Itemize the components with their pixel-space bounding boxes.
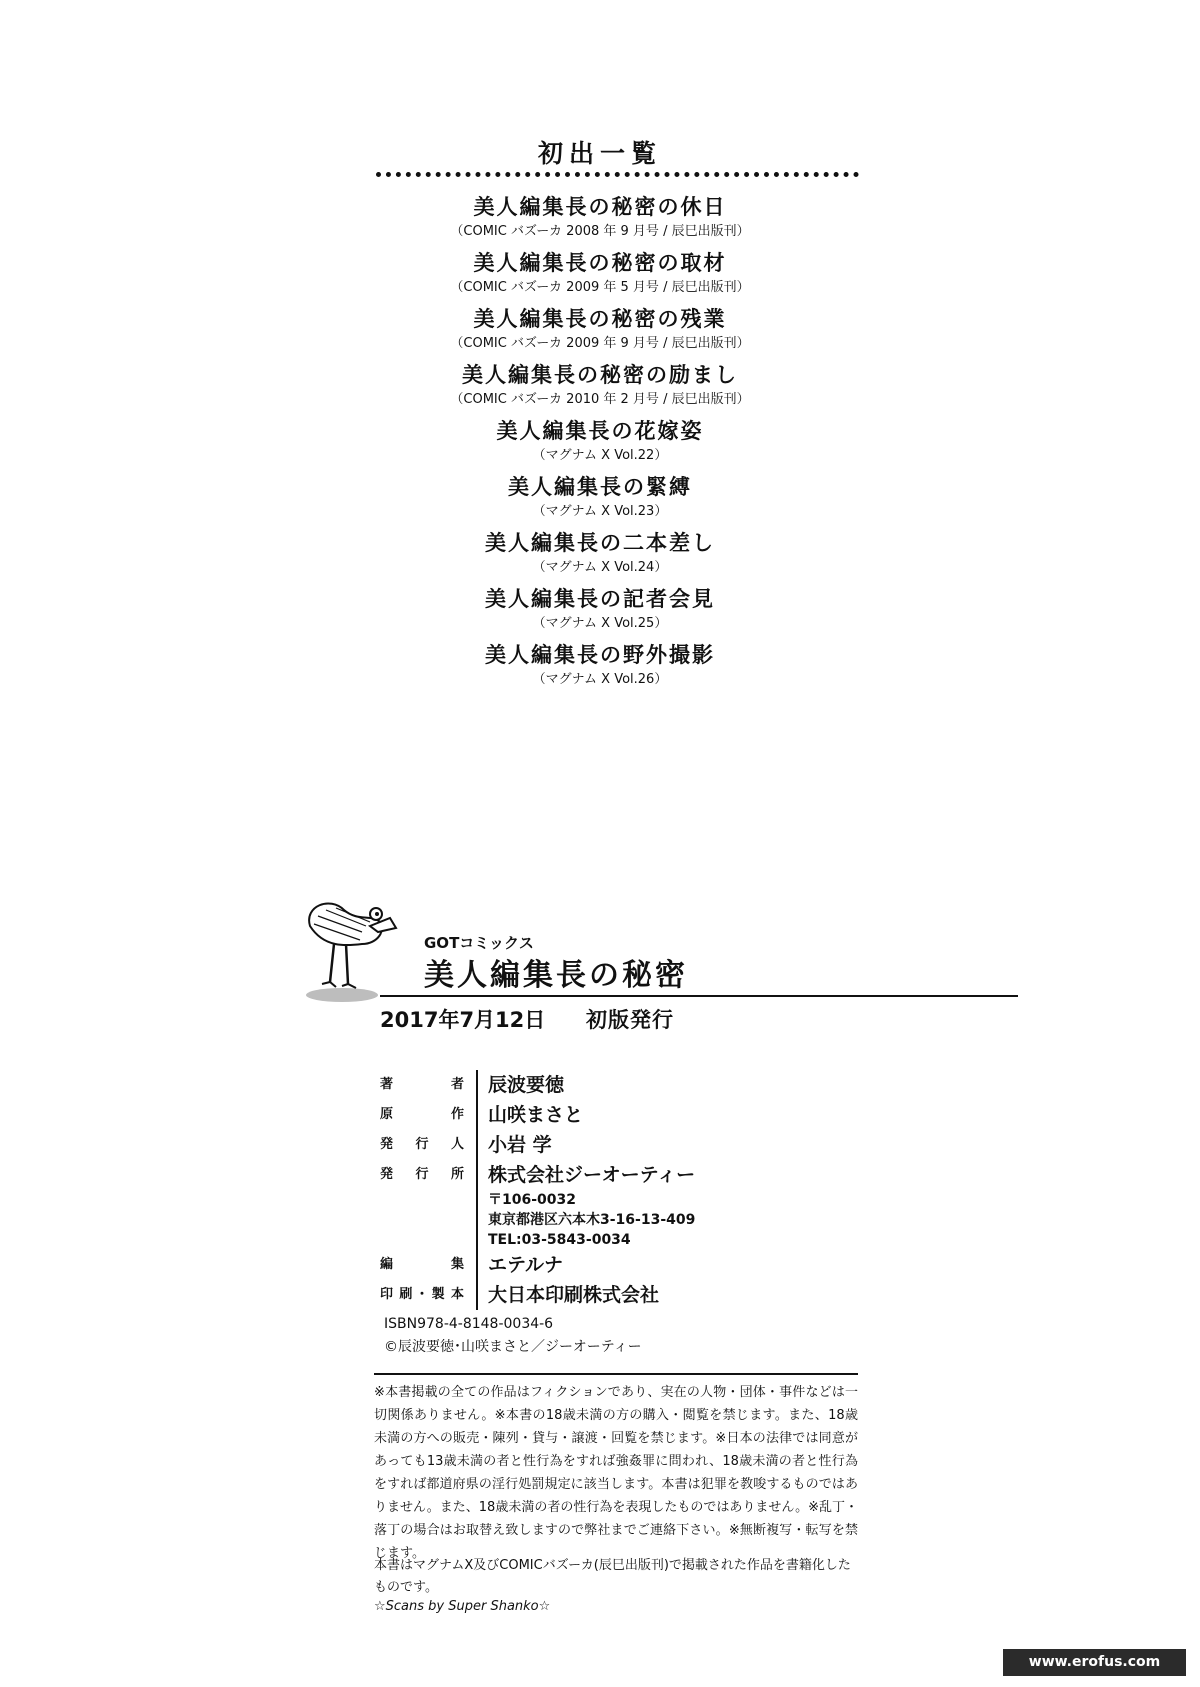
postal-code: 〒106-0032 <box>488 1192 576 1208</box>
toc-entry <box>0 361 1200 417</box>
story-source: （COMIC バズーカ 2008 年 9 月号 / 辰巳出版刊） <box>450 224 750 239</box>
story-title: 美人編集長の秘密の残業 <box>473 307 727 331</box>
title-rule <box>380 995 1018 997</box>
dotted-divider <box>376 172 859 177</box>
story-title: 美人編集長の緊縛 <box>508 475 692 499</box>
credit-value: 小岩 学 <box>488 1134 552 1156</box>
story-source: （COMIC バズーカ 2009 年 5 月号 / 辰巳出版刊） <box>450 280 750 295</box>
story-title: 美人編集長の秘密の休日 <box>473 195 727 219</box>
story-title: 美人編集長の記者会見 <box>485 587 715 611</box>
credit-role-spacer <box>380 1210 478 1230</box>
telephone: TEL:03-5843-0034 <box>488 1232 631 1248</box>
credit-row <box>380 1070 695 1100</box>
toc-entry <box>0 305 1200 361</box>
credit-value: 辰波要徳 <box>488 1074 565 1096</box>
story-title: 美人編集長の二本差し <box>485 531 715 555</box>
credit-row <box>380 1130 695 1160</box>
toc-entry <box>0 641 1200 697</box>
toc-entry <box>0 585 1200 641</box>
credit-row <box>380 1210 695 1230</box>
story-title: 美人編集長の秘密の取材 <box>473 251 727 275</box>
credit-value: 株式会社ジーオーティー <box>488 1164 696 1186</box>
credit-role: 発行人 <box>380 1130 478 1160</box>
scans-credit: ☆Scans by Super Shanko☆ <box>374 1599 551 1614</box>
credit-role: 発行所 <box>380 1160 478 1190</box>
credit-row <box>380 1190 695 1210</box>
story-title: 美人編集長の野外撮影 <box>485 643 715 667</box>
publication-note: 本書はマグナムX及びCOMICバズーカ(辰巳出版刊)で掲載された作品を書籍化したものです。 <box>374 1558 851 1595</box>
story-title: 美人編集長の花嫁姿 <box>496 419 704 443</box>
credit-role: 印刷･製本 <box>380 1280 478 1310</box>
story-source: （マグナム X Vol.22） <box>532 448 668 463</box>
story-source: （COMIC バズーカ 2009 年 9 月号 / 辰巳出版刊） <box>450 336 750 351</box>
toc-entry <box>0 529 1200 585</box>
story-title: 美人編集長の秘密の励まし <box>462 363 738 387</box>
credit-row <box>380 1100 695 1130</box>
credit-role: 編 集 <box>380 1250 478 1280</box>
story-source: （マグナム X Vol.24） <box>532 560 668 575</box>
toc-entry <box>0 473 1200 529</box>
bird-mascot-icon <box>300 892 400 1004</box>
story-source: （マグナム X Vol.25） <box>532 616 668 631</box>
watermark: www.erofus.com <box>1003 1649 1186 1676</box>
credit-row <box>380 1230 695 1250</box>
story-source: （マグナム X Vol.23） <box>532 504 668 519</box>
credit-role-spacer <box>380 1190 478 1210</box>
imprint-label: GOTコミックス <box>424 934 534 952</box>
credit-row <box>380 1160 695 1190</box>
toc-title: 初出一覧 <box>537 139 662 168</box>
credit-value: 山咲まさと <box>488 1104 584 1126</box>
credit-value: 大日本印刷株式会社 <box>488 1284 660 1306</box>
edition-label: 初版発行 <box>586 1008 674 1032</box>
credits-table <box>380 1070 695 1310</box>
legal-notice: ※本書掲載の全ての作品はフィクションであり、実在の人物・団体・事件などは一切関係ありません。※本書の18歳未満の方の購入・閲覧を禁じます。また、18歳未満の方への販売・陳列・貸与・譲渡・回覧を禁じます。※日本の法律では同意があっても13歳未満の者と性行為をすれば強姦罪に問われ、18歳未満の者と性行為をすれば都道府県の淫行処罰規定に該当します。本書は犯罪を教唆するものではありません。また、18歳未満の者の性行為を表現したものではありません。※乱丁・落丁の場合はお取替え致しますので弊社までご連絡下さい。※無断複写・転写を禁じます。 <box>374 1373 858 1565</box>
credit-role: 著 者 <box>380 1070 478 1100</box>
credit-row <box>380 1280 695 1310</box>
book-title: 美人編集長の秘密 <box>424 958 688 993</box>
copyright: ©辰波要徳･山咲まさと／ジーオーティー <box>384 1339 642 1355</box>
isbn: ISBN978-4-8148-0034-6 <box>384 1316 554 1332</box>
story-source: （COMIC バズーカ 2010 年 2 月号 / 辰巳出版刊） <box>450 392 750 407</box>
edition-date: 2017年7月12日 <box>380 1008 546 1032</box>
credit-row <box>380 1250 695 1280</box>
toc-entry <box>0 249 1200 305</box>
toc-entry <box>0 417 1200 473</box>
toc-list <box>0 193 1200 697</box>
story-source: （マグナム X Vol.26） <box>532 672 668 687</box>
credit-role-spacer <box>380 1230 478 1250</box>
credit-role: 原 作 <box>380 1100 478 1130</box>
address: 東京都港区六本木3-16-13-409 <box>488 1212 696 1228</box>
toc-entry <box>0 193 1200 249</box>
credit-value: エテルナ <box>488 1254 564 1276</box>
